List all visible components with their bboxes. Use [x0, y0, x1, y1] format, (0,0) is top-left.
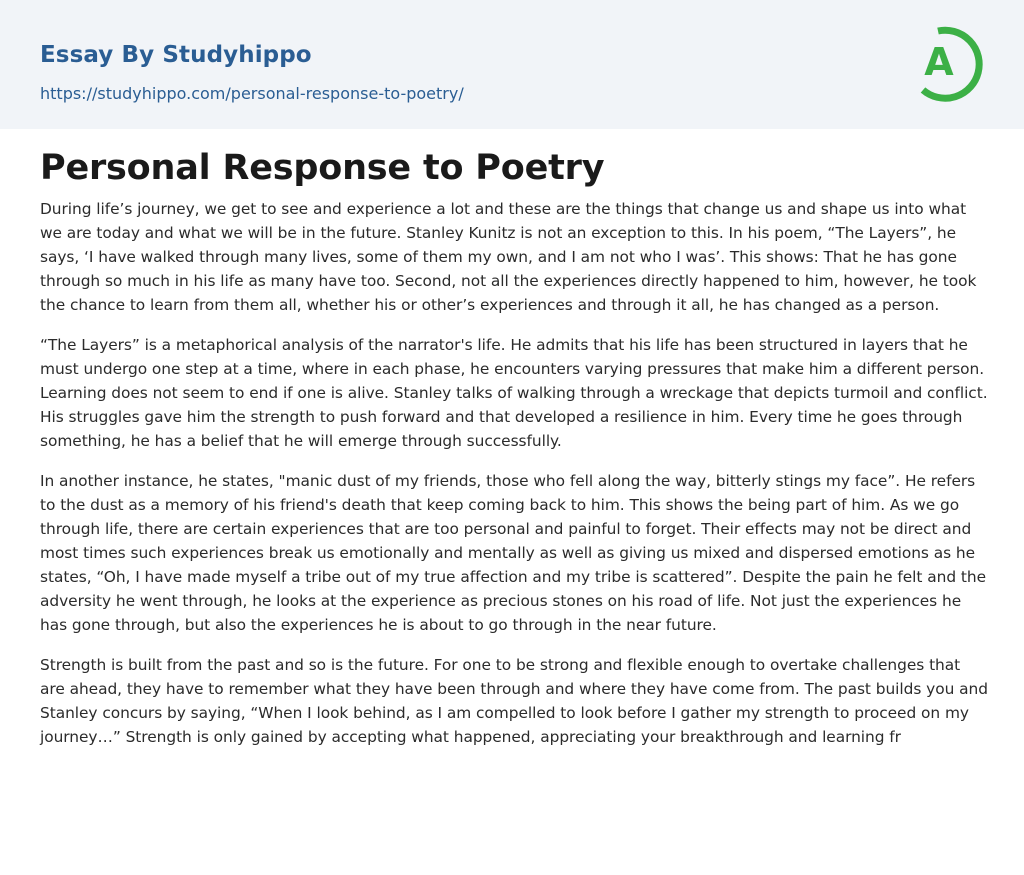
essay-paragraph: In another instance, he states, "manic dust of my friends, those who fell along the way, bitterly stings my face”. He refers to the dust as a memory of his friend's death that keep coming back to him. This shows the being part of him. As we go through life, there are certain experiences that are too personal and painful to forget. Their effects may not be direct and most times such experiences break us emotionally and mentally as well as giving us mixed and dispersed emotions as he states, “Oh, I have made myself a tribe out of my true affection and my tribe is scattered”. Despite the pain he felt and the adversity he went through, he looks at the experience as precious stones on his road of life. Not just the experiences he has gone through, but also the experiences he is about to go through in the near future. — [40, 472, 986, 634]
logo-letter: A — [924, 40, 954, 84]
essay-paragraph: “The Layers” is a metaphorical analysis of the narrator's life. He admits that his life has been structured in layers that he must undergo one step at a time, where in each phase, he encounters varying pressures that make him a different person. Learning does not seem to end if one is alive. Stanley talks of walking through a wreckage that depicts turmoil and conflict. His struggles gave him the strength to push forward and that developed a resilience in him. Every time he goes through something, he has a belief that he will emerge through successfully. — [40, 336, 988, 450]
essay-paragraph: Strength is built from the past and so is the future. For one to be strong and flexible enough to overtake challenges that are ahead, they have to remember what they have been through and where they have come from. The past builds you and Stanley concurs by saying, “When I look behind, as I am compelled to look before I gather my strength to proceed on my journey…” Strength is only gained by accepting what happened, appreciating your breakthrough and learning fr — [40, 656, 988, 746]
brand-name[interactable]: Essay By Studyhippo — [40, 42, 312, 68]
source-url-link[interactable]: https://studyhippo.com/personal-response-to-poetry/ — [40, 84, 464, 103]
studyhippo-logo-icon[interactable] — [912, 18, 988, 106]
essay-paragraph: During life’s journey, we get to see and experience a lot and these are the things that change us and shape us into what we are today and what we will be in the future. Stanley Kunitz is not an exception to this. In his poem, “The Layers”, he says, ‘I have walked through many lives, some of them my own, and I am not who I was’. This shows: That he has gone through so much in his life as many have too. Second, not all the experiences directly happened to him, however, he took the chance to learn from them all, whether his or other’s experiences and through it all, he has changed as a person. — [40, 200, 977, 314]
site-header — [0, 0, 1024, 129]
essay-content — [40, 144, 988, 765]
page-title: Personal Response to Poetry — [40, 148, 605, 188]
